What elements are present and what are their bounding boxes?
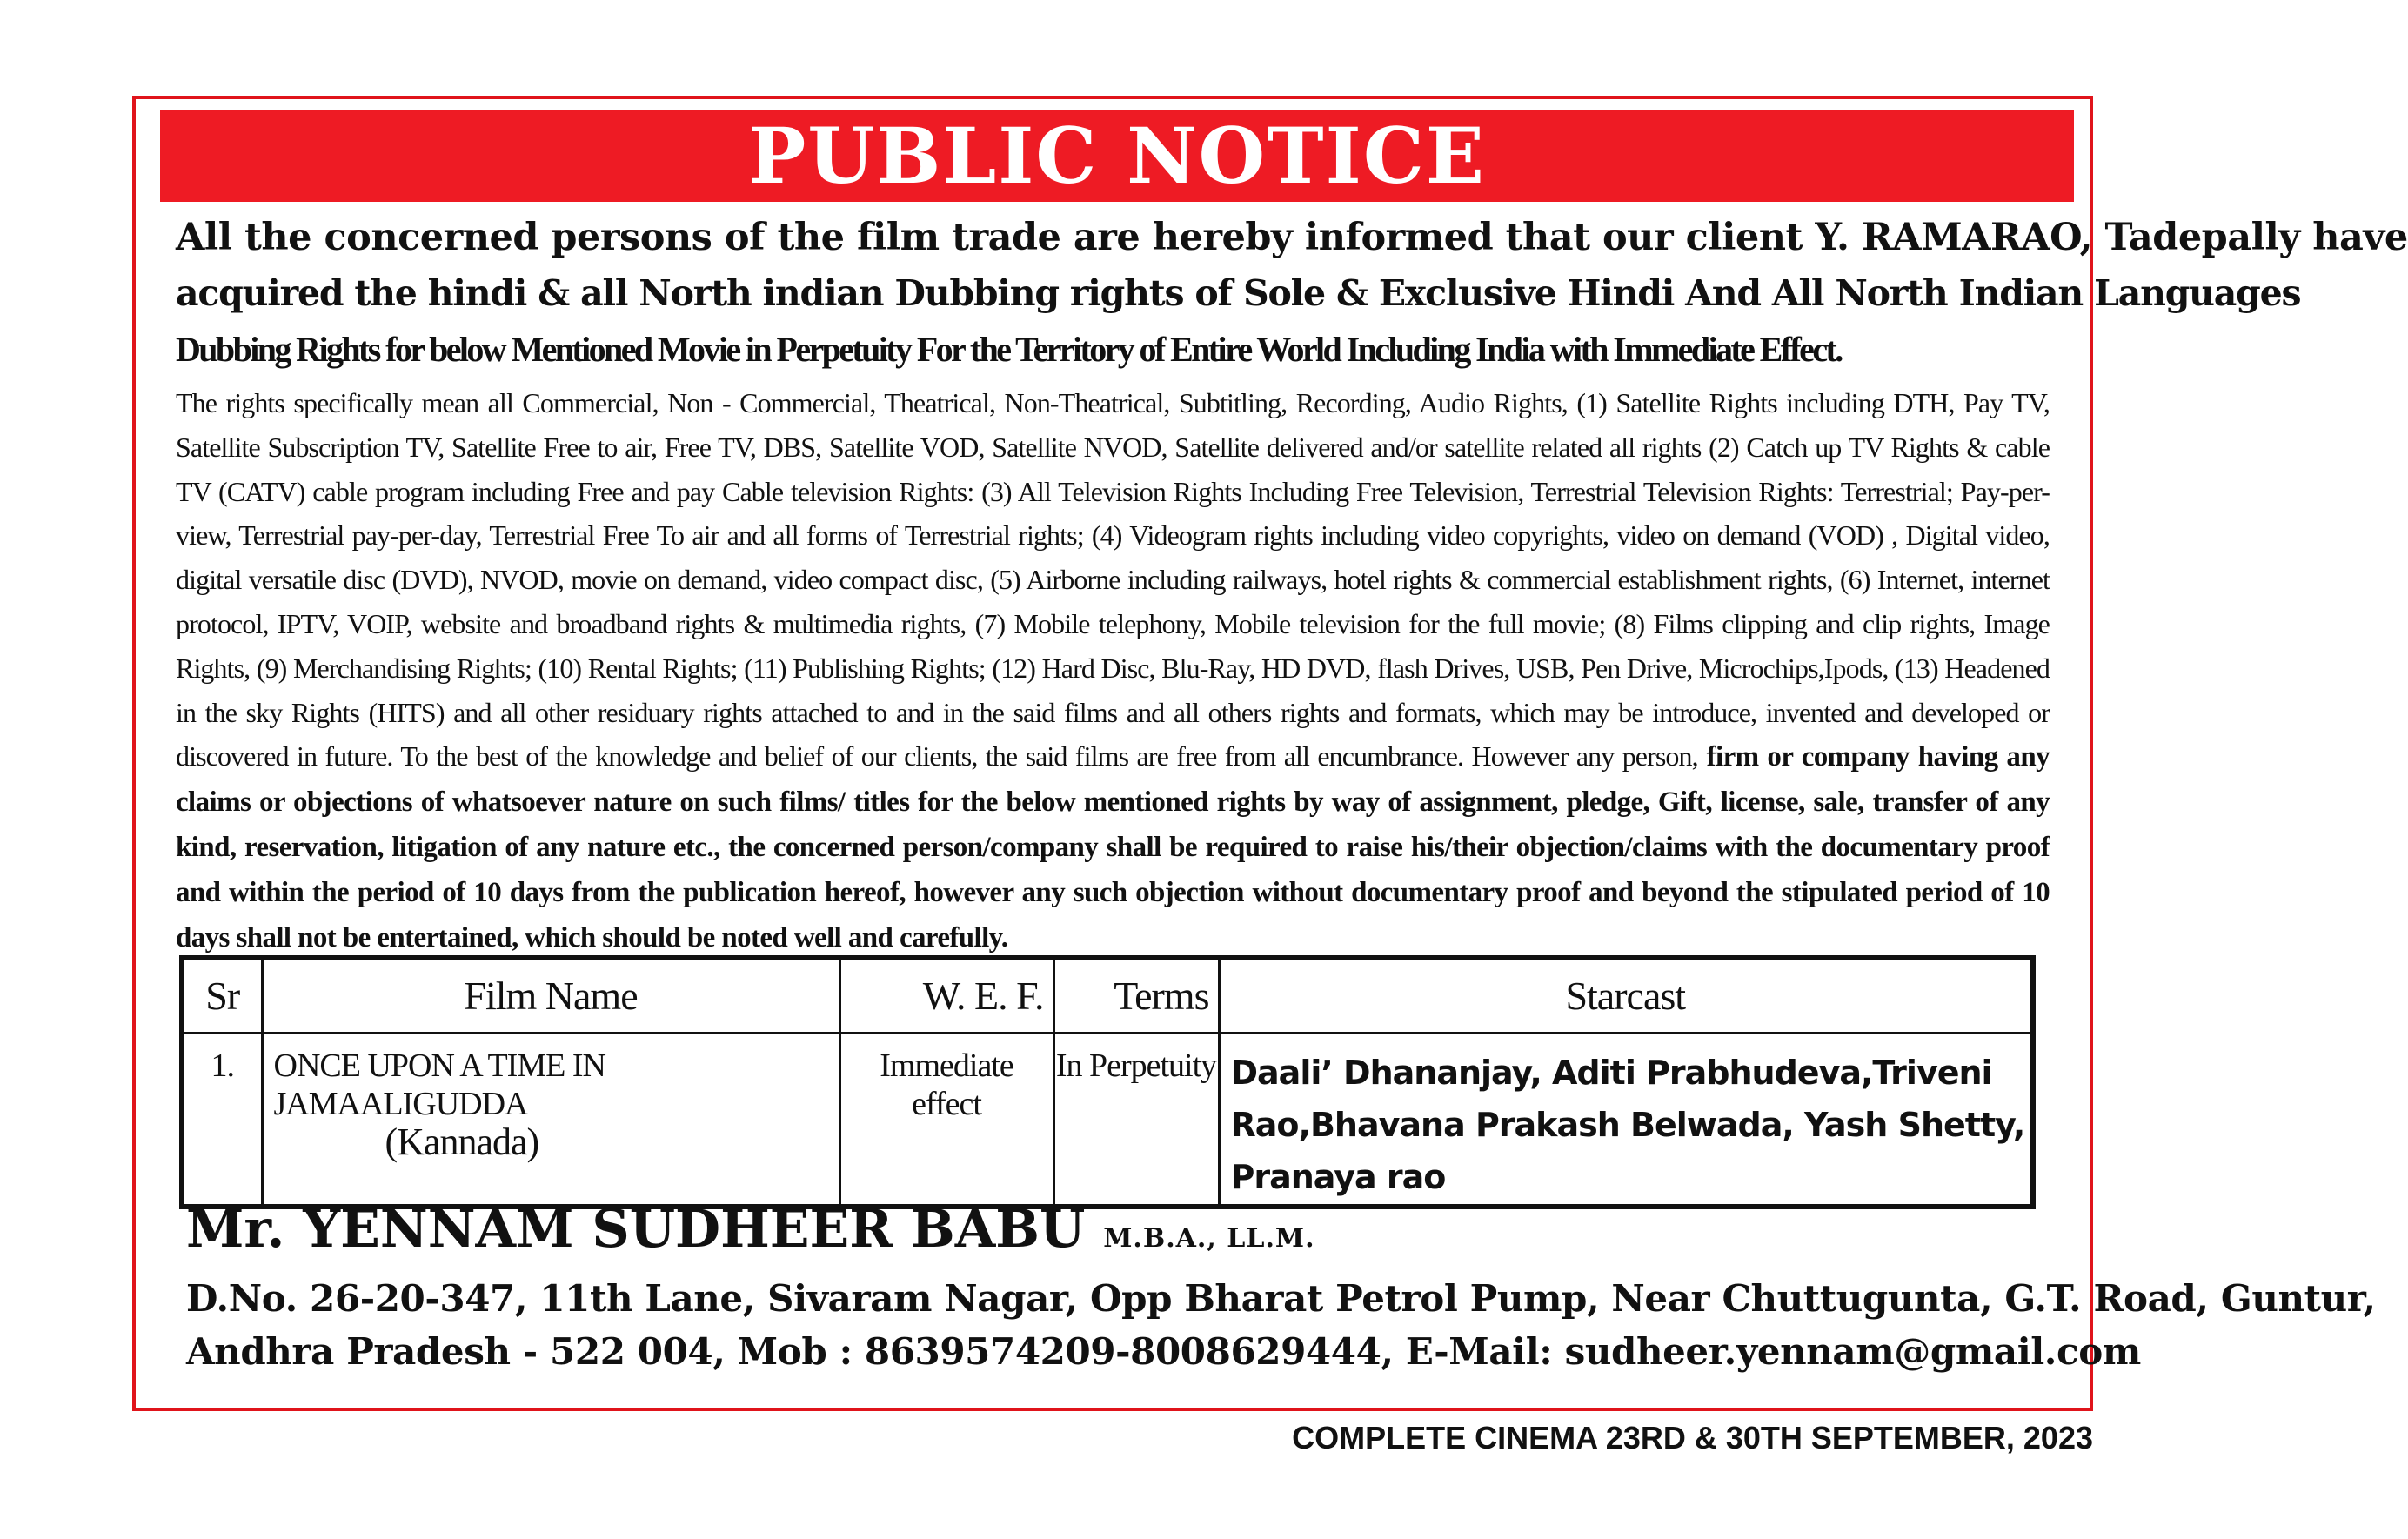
header-starcast: Starcast bbox=[1219, 958, 2033, 1033]
header-sr: Sr bbox=[182, 958, 262, 1033]
row-starcast: Daali’ Dhananjay, Aditi Prabhudeva,Triveni Rao,Bhavana Prakash Belwada, Yash Shetty, Pranaya rao bbox=[1219, 1033, 2033, 1207]
film-table-header bbox=[182, 958, 2033, 1033]
intro-line-1: All the concerned persons of the film trade are hereby informed that our client Y. RAMARAO, Tadepally have bbox=[176, 216, 2408, 259]
publication-footer: COMPLETE CINEMA 23RD & 30TH SEPTEMBER, 2023 bbox=[1292, 1420, 2093, 1455]
intro-line-2: acquired the hindi & all North indian Dubbing rights of Sole & Exclusive Hindi And All North Indian Languages bbox=[176, 272, 2301, 314]
header-wef: W. E. F. bbox=[839, 958, 1054, 1033]
film-table bbox=[179, 955, 2036, 1209]
table-row bbox=[182, 1033, 2033, 1207]
address-line-1: D.No. 26-20-347, 11th Lane, Sivaram Nagar, Opp Bharat Petrol Pump, Near Chuttugunta, G.T. Road, Guntur, bbox=[186, 1277, 2376, 1320]
signatory-name: Mr. YENNAM SUDHEER BABU bbox=[186, 1199, 1086, 1260]
header-film-name: Film Name bbox=[262, 958, 839, 1033]
row-wef: Immediate effect bbox=[839, 1033, 1054, 1207]
intro-line-3: Dubbing Rights for below Mentioned Movie in Perpetuity For the Territory of Entire World Including India with Immediate Effect. bbox=[176, 330, 1842, 369]
row-film-cell bbox=[262, 1033, 839, 1207]
row-film-name: ONCE UPON A TIME IN JAMAALIGUDDA bbox=[273, 1047, 605, 1122]
signatory-block bbox=[186, 1199, 1315, 1260]
header-terms: Terms bbox=[1054, 958, 1219, 1033]
rights-paragraph bbox=[176, 381, 2050, 960]
row-film-language: (Kannada) bbox=[385, 1120, 539, 1163]
signatory-qualifications: M.B.A., LL.M. bbox=[1103, 1223, 1315, 1254]
address-line-2: Andhra Pradesh - 522 004, Mob : 8639574209-8008629444, E-Mail: sudheer.yennam@gmail.com bbox=[186, 1330, 2141, 1373]
row-terms: In Perpetuity bbox=[1054, 1033, 1219, 1207]
claims-text: firm or company having any claims or objections of whatsoever nature on such films/ titles for the below mentioned rights by way of assignment, pledge, Gift, license, sale, transfer of any kind, reservation, litigation of any nature etc., the concerned person/company shall be required to raise his/their objection/claims with the documentary proof and within the period of 10 days from the publication hereof, however any such objection without documentary proof and beyond the stipulated period of 10 days shall not be entertained, which should be noted well and carefully. bbox=[176, 741, 2050, 954]
rights-text: The rights specifically mean all Commercial, Non - Commercial, Theatrical, Non-Theatrical, Subtitling, Recording, Audio Rights, (1) Satellite Rights including DTH, Pay TV, Satellite Subscription TV, Satellite Free to air, Free TV, DBS, Satellite VOD, Satellite NVOD, Satellite delivered and/or satellite related all rights (2) Catch up TV Rights & cable TV (CATV) cable program including Free and pay Cable television Rights: (3) All Television Rights Including Free Television, Terrestrial Television Rights: Terrestrial; Pay-per-view, Terrestrial pay-per-day, Terrestrial Free To air and all forms of Terrestrial rights; (4) Videogram rights including video copyrights, video on demand (VOD) , Digital video, digital versatile disc (DVD), NVOD, movie on demand, video compact disc, (5) Airborne including railways, hotel rights & commercial establishment rights, (6) Internet, internet protocol, IPTV, VOIP, website and broadband rights & multimedia rights, (7) Mobile telephony, Mobile television for the full movie; (8) Films clipping and clip rights, Image Rights, (9) Merchandising Rights; (10) Rental Rights; (11) Publishing Rights; (12) Hard Disc, Blu-Ray, HD DVD, flash Drives, USB, Pen Drive, Microchips,Ipods, (13) Headened in the sky Rights (HITS) and all other residuary rights attached to and in the said films and all others rights and formats, which may be introduce, invented and developed or discovered in future. To the best of the knowledge and belief of our clients, the said films are free from all encumbrance. However any person, bbox=[176, 387, 2050, 773]
notice-title-banner: PUBLIC NOTICE bbox=[160, 110, 2074, 202]
row-sr: 1. bbox=[182, 1033, 262, 1207]
